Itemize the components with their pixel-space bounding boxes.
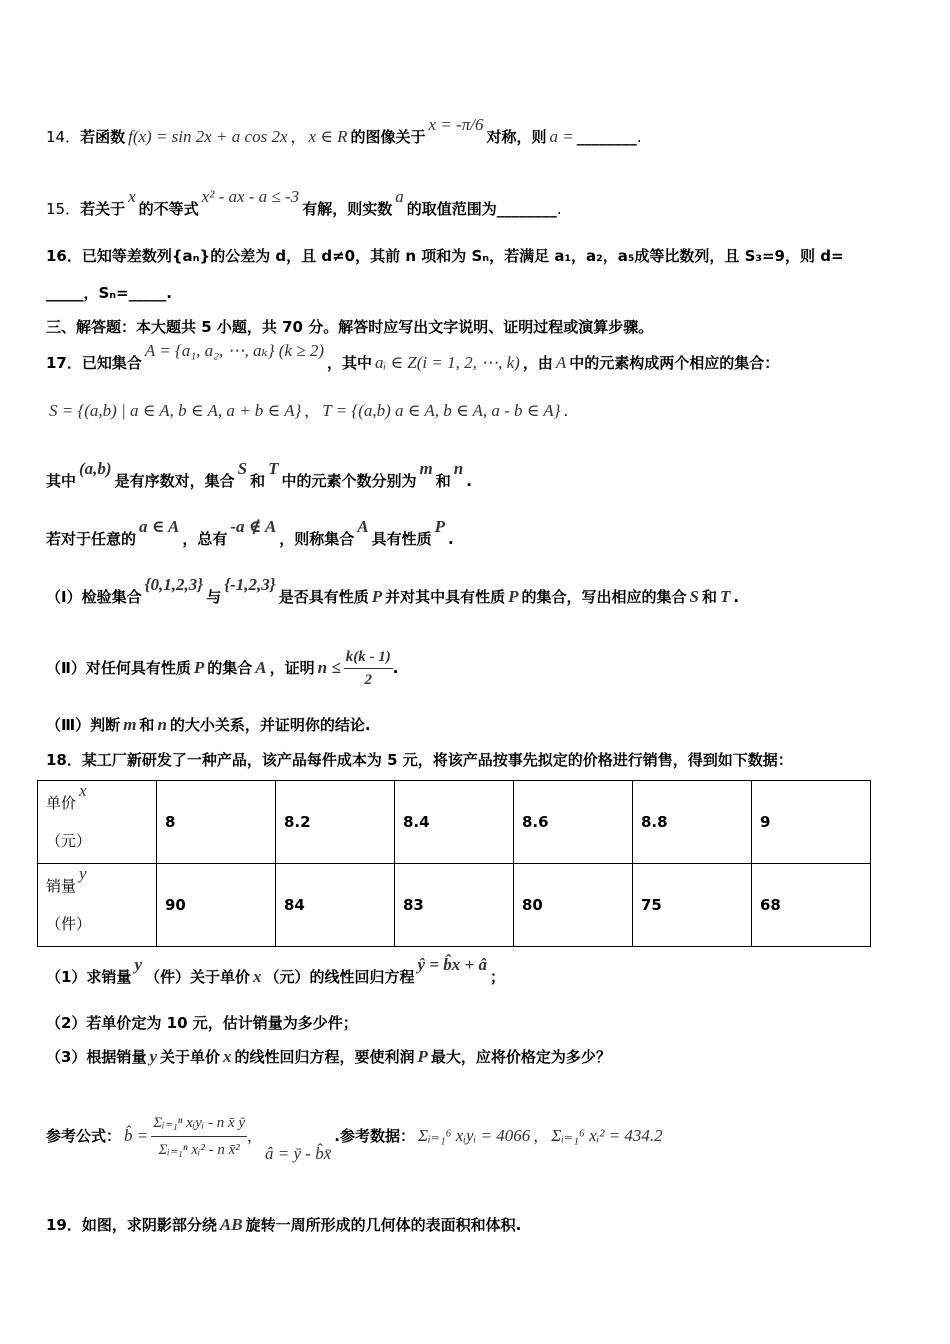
- text: ，由: [522, 354, 553, 372]
- question-17-part2: [46, 646, 398, 691]
- text: 旋转一周所形成的几何体的表面积和体积.: [245, 1216, 522, 1234]
- text: （1）求销量: [46, 968, 132, 986]
- question-17-line1: [46, 341, 780, 374]
- text: ；: [489, 968, 505, 986]
- text: 的集合: [207, 659, 253, 677]
- label: 单价: [46, 794, 77, 812]
- answer-blank: ________: [496, 200, 557, 218]
- cell: 75: [633, 864, 752, 947]
- text: 是否具有性质: [278, 588, 369, 606]
- math: (a,b): [79, 459, 112, 478]
- math: P: [193, 658, 205, 677]
- math: S = {(a,b) | a ∈ A, b ∈ A, a + b ∈ A}: [49, 401, 302, 420]
- text: 其中: [46, 472, 77, 490]
- text: 中的元素构成两个相应的集合：: [569, 354, 780, 372]
- math: P: [371, 587, 383, 606]
- math: A: [357, 517, 369, 536]
- math: n: [453, 459, 464, 478]
- text: .: [636, 128, 642, 146]
- question-14: [46, 115, 642, 148]
- math: T: [720, 587, 731, 606]
- answer-blank: ________: [576, 128, 637, 146]
- text: 对称，则: [486, 128, 547, 146]
- math: x: [128, 187, 136, 206]
- row-header: [38, 864, 157, 947]
- text: 的不等式: [138, 200, 199, 218]
- text: 与: [206, 588, 222, 606]
- math: P: [434, 517, 446, 536]
- text: 若关于: [80, 200, 126, 218]
- cell: 80: [514, 864, 633, 947]
- text: 中的元素个数分别为: [281, 472, 417, 490]
- text: 参考公式：: [46, 1127, 122, 1145]
- unit: （元）: [46, 832, 92, 850]
- math: A: [255, 658, 267, 677]
- label: 销量: [46, 877, 77, 895]
- cell: 8: [157, 781, 276, 864]
- math: â = ȳ - b̂x̄: [265, 1144, 332, 1163]
- text: （3）根据销量: [46, 1048, 147, 1066]
- text: 的取值范围为: [406, 200, 497, 218]
- question-16-line2: _____，Sₙ=_____.: [46, 284, 172, 302]
- question-18-intro: 18．某工厂新研发了一种产品，该产品每件成本为 5 元，将该产品按事先拟定的价格进行销售，得到如下数据：: [46, 751, 793, 769]
- question-18-part3: [46, 1046, 611, 1068]
- numerator: Σᵢ₌₁ⁿ xᵢyᵢ - n x̄ ȳ: [151, 1110, 247, 1137]
- text: ，总有: [182, 530, 228, 548]
- question-17-line3: [46, 459, 472, 492]
- math: a =: [549, 127, 574, 146]
- math: a ∈ A: [139, 517, 180, 536]
- text: 的集合，写出相应的集合: [521, 588, 687, 606]
- question-17-sets: [46, 400, 568, 422]
- q-number: 14．: [46, 128, 81, 146]
- unit: （件）: [46, 915, 92, 933]
- question-19: [46, 1214, 521, 1236]
- math: P: [417, 1047, 428, 1066]
- q-number: 15．: [46, 200, 81, 218]
- math: {-1,2,3}: [224, 575, 276, 594]
- question-17-part3: [46, 714, 371, 736]
- text: 并对其中具有性质: [385, 588, 506, 606]
- text: .: [733, 588, 740, 606]
- math: A = {a₁, a₂, ⋯, aₖ} (k ≥ 2): [144, 341, 324, 360]
- math: m: [123, 715, 137, 734]
- question-15: [46, 187, 562, 220]
- math: a: [395, 187, 404, 206]
- text: 和: [702, 588, 718, 606]
- text: .: [466, 472, 472, 490]
- math: aᵢ ∈ Z(i = 1, 2, ⋯, k): [375, 353, 520, 372]
- math: f(x) = sin 2x + a cos 2x: [128, 127, 288, 146]
- cell: 8.2: [276, 781, 395, 864]
- denominator: 2: [364, 672, 372, 688]
- table-row: [38, 781, 871, 864]
- text: ，其中: [327, 354, 373, 372]
- cell: 8.8: [633, 781, 752, 864]
- math: AB: [219, 1215, 243, 1234]
- text: 19．如图，求阴影部分绕: [46, 1216, 217, 1234]
- text: ，: [290, 128, 306, 146]
- math: P: [508, 587, 519, 606]
- text: 有解，则实数: [302, 200, 393, 218]
- fraction: [151, 1110, 247, 1163]
- math: Σᵢ₌₁⁶ xᵢyᵢ = 4066: [417, 1126, 531, 1145]
- text: ，: [247, 1127, 263, 1145]
- text: .: [556, 200, 562, 218]
- text: 具有性质: [371, 530, 432, 548]
- cell: 90: [157, 864, 276, 947]
- math: S: [689, 587, 699, 606]
- text: 关于单价: [160, 1048, 221, 1066]
- question-18-part1: [46, 955, 505, 988]
- question-18-reference: [46, 1110, 666, 1163]
- math: y: [134, 955, 142, 974]
- text: （Ⅲ）判断: [46, 716, 121, 734]
- row-header: [38, 781, 157, 864]
- text: ，则称集合: [279, 530, 355, 548]
- cell: 68: [752, 864, 871, 947]
- math: n ≤: [317, 658, 341, 677]
- text: 和: [435, 472, 451, 490]
- math: x = -π/6: [428, 115, 484, 134]
- text: （元）的线性回归方程: [264, 968, 415, 986]
- text: （Ⅱ）对任何具有性质: [46, 659, 191, 677]
- math: x: [253, 967, 262, 986]
- math: n: [157, 715, 167, 734]
- math: {0,1,2,3}: [144, 575, 204, 594]
- cell: 83: [395, 864, 514, 947]
- text: 17．已知集合: [46, 354, 142, 372]
- text: .: [563, 402, 569, 420]
- math: S: [237, 459, 248, 478]
- cell: 8.6: [514, 781, 633, 864]
- cell: 84: [276, 864, 395, 947]
- text: （件）关于单价: [145, 968, 251, 986]
- math: T: [268, 459, 279, 478]
- text: 和: [139, 716, 155, 734]
- text: 和: [250, 472, 266, 490]
- math: b̂ =: [124, 1126, 149, 1145]
- text: （Ⅰ）检验集合: [46, 588, 142, 606]
- table-row: [38, 864, 871, 947]
- text: 是有序数对，集合: [114, 472, 235, 490]
- question-18-part2: （2）若单价定为 10 元，估计销量为多少件；: [46, 1014, 358, 1032]
- text: 的图像关于: [350, 128, 426, 146]
- numerator: k(k - 1): [344, 646, 393, 669]
- math: x: [79, 781, 87, 800]
- math: -a ∉ A: [230, 517, 277, 536]
- question-17-part1: [46, 575, 740, 608]
- math: x: [223, 1047, 232, 1066]
- text: ，: [533, 1127, 549, 1145]
- text: 的线性回归方程，要使利润: [234, 1048, 415, 1066]
- section-heading: 三、解答题：本大题共 5 小题，共 70 分。解答时应写出文字说明、证明过程或演算步骤。: [46, 318, 654, 336]
- math: Σᵢ₌₁⁶ xᵢ² = 434.2: [551, 1126, 663, 1145]
- data-table: [37, 780, 871, 947]
- math: m: [419, 459, 433, 478]
- math: A: [555, 353, 567, 372]
- text: ，证明: [269, 659, 315, 677]
- text: 若函数: [80, 128, 126, 146]
- cell: 8.4: [395, 781, 514, 864]
- text: 的大小关系，并证明你的结论.: [169, 716, 371, 734]
- math: x ∈ R: [308, 127, 348, 146]
- fraction: [344, 646, 393, 691]
- math: T = {(a,b) a ∈ A, b ∈ A, a - b ∈ A}: [322, 401, 561, 420]
- text: .: [392, 659, 399, 677]
- cell: 9: [752, 781, 871, 864]
- text: ，: [304, 402, 320, 420]
- math: ŷ = b̂x + â: [417, 955, 487, 974]
- text: .参考数据：: [334, 1127, 415, 1145]
- text: 最大，应将价格定为多少？: [430, 1048, 611, 1066]
- math: y: [149, 1047, 157, 1066]
- text: 若对于任意的: [46, 530, 137, 548]
- denominator: Σᵢ₌₁ⁿ xᵢ² - n x̄²: [158, 1142, 240, 1158]
- math: y: [79, 864, 87, 883]
- question-16-line1: 16．已知等差数列{aₙ}的公差为 d，且 d≠0，其前 n 项和为 Sₙ，若满足 a₁，a₂，a₅成等比数列，且 S₃=9，则 d=: [46, 247, 844, 265]
- question-17-line4: [46, 517, 454, 550]
- math: x² - ax - a ≤ -3: [201, 187, 300, 206]
- text: .: [448, 530, 454, 548]
